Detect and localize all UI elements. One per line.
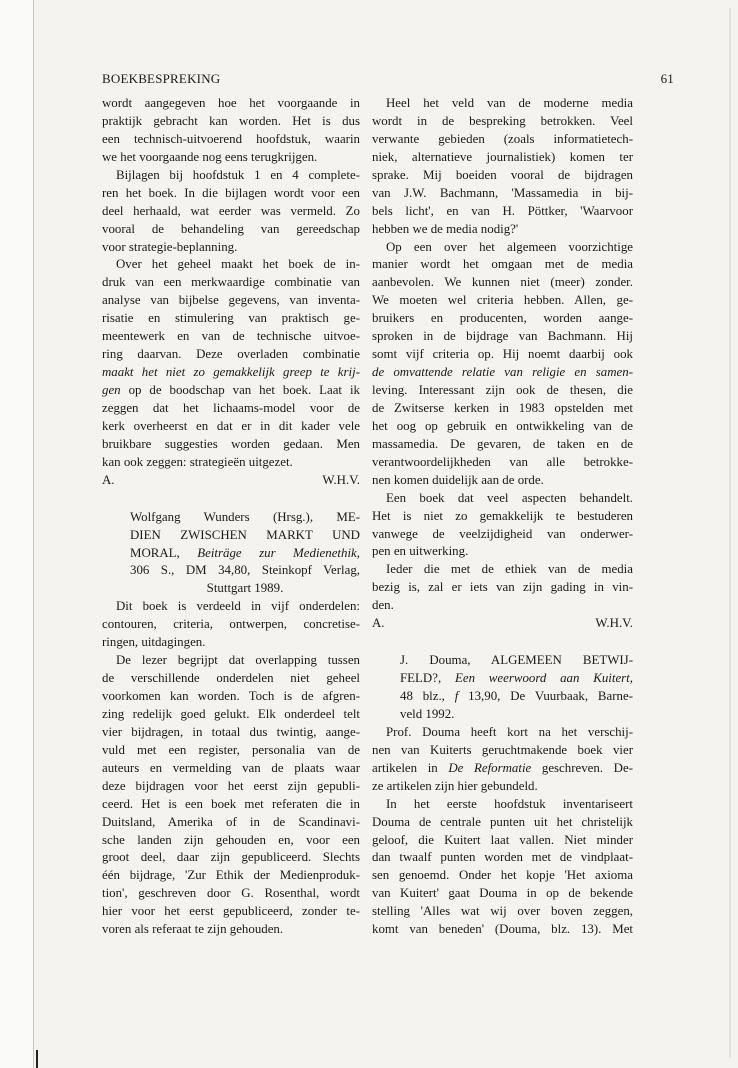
text-line: stelling 'Alles wat wij over boven zeggen,	[372, 904, 633, 919]
scan-binding-mark	[36, 1050, 38, 1068]
text-line: Douma de centrale punten uit het christelijk	[372, 814, 633, 829]
text-line: pen en uitwerking.	[372, 544, 469, 559]
text-line: ringen, uitdagingen.	[102, 635, 206, 650]
text-line: Ieder die met de ethiek van de media	[386, 562, 633, 577]
paragraph	[372, 95, 633, 239]
text-run: artikelen in	[372, 760, 449, 775]
text-line: veld 1992.	[400, 706, 455, 721]
text-line: we het voorgaande nog eens terugkrijgen.	[102, 149, 318, 164]
text-line: de verschillende onderdelen niet geheel	[102, 671, 360, 686]
text-line: DIEN ZWISCHEN MARKT UND	[130, 527, 360, 542]
text-line	[372, 760, 633, 778]
paragraph	[372, 724, 633, 796]
text-line: sprake. Mij boeiden vooral de bijdragen	[372, 167, 633, 182]
text-line: voor strategie-beplanning.	[102, 239, 238, 254]
reviewer-signature	[372, 615, 633, 633]
text-run: MORAL,	[130, 545, 198, 560]
text-line: Stuttgart 1989.	[206, 581, 284, 596]
text-line: verwante gebieden (zoals informatietech-	[372, 131, 633, 146]
page-number: 61	[660, 71, 674, 86]
text-line: risatie en stimulering van praktisch ge-	[102, 311, 360, 326]
text-line: Wolfgang Wunders (Hrsg.), ME-	[130, 509, 360, 524]
signature-author: W.H.V.	[595, 616, 633, 631]
text-line: 306 S., DM 34,80, Steinkopf Verlag,	[130, 563, 360, 578]
text-line	[400, 688, 633, 706]
text-line: druk van een merkwaardige combinatie van	[102, 275, 360, 290]
text-line: hier voor het eerst gepubliceerd, zonder te-	[102, 904, 360, 919]
text-line: ren het boek. In die bijlagen wordt voor een	[102, 185, 360, 200]
text-line: Een boek dat veel aspecten behandelt.	[386, 490, 633, 505]
text-line: nen van Kuiterts geruchtmakende boek vier	[372, 742, 633, 757]
text-line: zeggen dat het lichaams-model voor de	[102, 400, 360, 415]
text-line: contouren, criteria, ontwerpen, concretise-	[102, 617, 360, 632]
text-line: somt vijf criteria op. Hij noemt daarbij ook	[372, 347, 633, 362]
text-line: Het is niet zo gemakkelijk te bestuderen	[372, 508, 633, 523]
text-line: de Zwitserse kerken in 1983 opstelden met	[372, 400, 633, 415]
text-line: geloof, die Kuitert laat vallen. Niet minder	[372, 832, 633, 847]
text-line: nen komen duidelijk aan de orde.	[372, 472, 544, 487]
text-line: één bijdrage, 'Zur Ethik der Medienproduk-	[102, 868, 360, 883]
scan-right-edge	[729, 8, 731, 1058]
spacer	[372, 633, 633, 652]
text-line: voorkomen kan worden. Toch is de afgren-	[102, 689, 360, 703]
text-line: analyse van bijbelse gegevens, van inventa-	[102, 293, 360, 308]
text-line	[130, 545, 360, 563]
text-run: 13,90, De Vuurbaak, Barne-	[458, 689, 633, 703]
italic-text: f	[454, 689, 459, 703]
text-line: hebben we de media nodig?'	[372, 221, 519, 236]
right-column	[372, 95, 633, 939]
text-line: dan twaalf punten worden met de vindplaat-	[372, 850, 633, 865]
text-line: zing redelijk goed gelukt. Elk onderdeel telt	[102, 706, 360, 721]
text-line: Prof. Douma heeft kort na het verschij-	[386, 724, 633, 739]
text-run: geschreven. De-	[531, 760, 634, 775]
text-line: ceerd. Het is een boek met referaten die in	[102, 796, 360, 811]
book-reference	[130, 509, 360, 599]
text-line: manier wordt het omgaan met de media	[372, 257, 633, 272]
text-line: bels licht', en van H. Pöttker, 'Waarvoor	[372, 203, 633, 218]
text-run: FELD?,	[400, 671, 455, 686]
paragraph	[102, 95, 360, 167]
text-run: 48 blz.,	[400, 689, 455, 703]
text-line: niek, alternatieve journalistiek) komen ter	[372, 149, 633, 164]
text-line	[102, 364, 360, 382]
text-line: vier bijdragen, in totaal dus twintig, aange-	[102, 724, 360, 739]
paragraph	[102, 167, 360, 257]
book-reference	[400, 652, 633, 724]
paragraph	[372, 561, 633, 615]
signature-author: W.H.V.	[322, 472, 360, 487]
paragraph	[102, 652, 360, 939]
running-head-title: BOEKBESPREKING	[102, 71, 221, 86]
scan-left-margin	[0, 0, 34, 1068]
signature-initial: A.	[372, 616, 385, 631]
text-line: Heel het veld van de moderne media	[386, 96, 633, 110]
text-line: den.	[372, 598, 394, 613]
text-line: In het eerste hoofdstuk inventariseert	[386, 796, 633, 811]
italic-text: maakt het niet zo gemakkelijk greep te krij-	[102, 365, 360, 380]
text-line: sche landen zijn gehouden en, voor een	[102, 832, 360, 847]
text-run: op de boodschap van het boek. Laat ik	[120, 383, 360, 397]
text-line: van Kuitert' gaat Douma in op de bekende	[372, 886, 633, 901]
text-line: vuld met een register, personalia van de	[102, 742, 360, 757]
italic-text: gen	[102, 383, 121, 397]
text-line: massamedia. De gevaren, de taken en de	[372, 436, 633, 451]
italic-text: De Reformatie	[448, 760, 532, 775]
text-line: het oog op gebruik en ontwikkeling van de	[372, 418, 633, 433]
text-line: auteurs en vermelding van de plaats waar	[102, 760, 360, 775]
left-column	[102, 95, 360, 939]
text-line: De lezer begrijpt dat overlapping tussen	[116, 653, 360, 668]
text-line: meentewerk en van de technische uitvoe-	[102, 329, 360, 344]
text-line: Bijlagen bij hoofdstuk 1 en 4 complete-	[116, 167, 360, 182]
text-line	[372, 364, 633, 382]
text-line: Duitsland, Amerika of in de Scandinavi-	[102, 814, 360, 829]
text-line: kerk overheerst en dat er in dit kader vele	[102, 418, 360, 433]
text-line	[400, 670, 633, 688]
text-line: deel herhaald, wat eerder was vermeld. Zo	[102, 203, 360, 218]
paragraph	[102, 598, 360, 652]
text-line: kan ook zeggen: strategieën uitgezet.	[102, 454, 293, 469]
text-line: wordt in de bespreking betrokken. Veel	[372, 113, 633, 128]
text-line: tion', geschreven door G. Rosenthal, wordt	[102, 886, 360, 901]
text-line: sproken in de bijdrage van Bachmann. Hij	[372, 329, 633, 344]
text-line: praktijk gebracht kan worden. Het is dus	[102, 113, 360, 128]
paragraph	[372, 490, 633, 562]
text-line: ring daarvan. Deze overladen combinatie	[102, 347, 360, 362]
text-line: deze bijdragen voor het eerst zijn gepubli-	[102, 778, 360, 793]
spacer	[102, 490, 360, 509]
text-line: bruikers en producenten, worden aange-	[372, 311, 633, 326]
text-line: komt van beneden' (Douma, blz. 13). Met	[372, 922, 633, 937]
text-line: voren als referaat te zijn gehouden.	[102, 922, 284, 937]
text-line: Over het geheel maakt het boek de in-	[116, 257, 360, 272]
text-line: We moeten wel criteria hebben. Allen, ge-	[372, 293, 633, 308]
text-line: Dit boek is verdeeld in vijf onderdelen:	[116, 599, 360, 614]
text-line: een technisch-uitvoerend hoofdstuk, waarin	[102, 131, 360, 146]
paragraph	[102, 256, 360, 471]
text-line: vanwege de veelzijdigheid van onderwer-	[372, 526, 633, 541]
italic-text: de omvattende relatie van religie en samen-	[372, 365, 633, 380]
signature-initial: A.	[102, 472, 115, 487]
text-line: verantwoordelijkheden van alle betrokke-	[372, 454, 633, 469]
italic-text: Een weerwoord aan Kuitert,	[454, 671, 633, 686]
text-line: sen genoemd. Onder het kopje 'Het axioma	[372, 868, 633, 883]
text-line: leving. Interessant zijn ook de thesen, die	[372, 383, 633, 397]
text-line: van J.W. Bachmann, 'Massamedia in bij-	[372, 185, 633, 200]
paragraph	[372, 239, 633, 490]
text-line: aanbevolen. We kunnen niet (meer) zonder.	[372, 275, 633, 290]
text-line: ze artikelen zijn hier gebundeld.	[372, 778, 538, 793]
reviewer-signature	[102, 472, 360, 490]
text-line: bruikbare suggesties worden gedaan. Men	[102, 436, 360, 451]
text-line	[102, 382, 360, 400]
italic-text: Beiträge zur Medienethik,	[197, 545, 360, 560]
paragraph	[372, 796, 633, 940]
text-line: bezig is, zal er iets van zijn gading in vin-	[372, 580, 633, 595]
text-line: vooral de behandeling van gereedschap	[102, 221, 360, 236]
text-line: J. Douma, ALGEMEEN BETWIJ-	[400, 653, 633, 668]
text-line: groot deel, daar zijn gepubliceerd. Slechts	[102, 850, 360, 865]
text-line: Op een over het algemeen voorzichtige	[386, 239, 633, 254]
text-line: wordt aangegeven hoe het voorgaande in	[102, 96, 360, 110]
